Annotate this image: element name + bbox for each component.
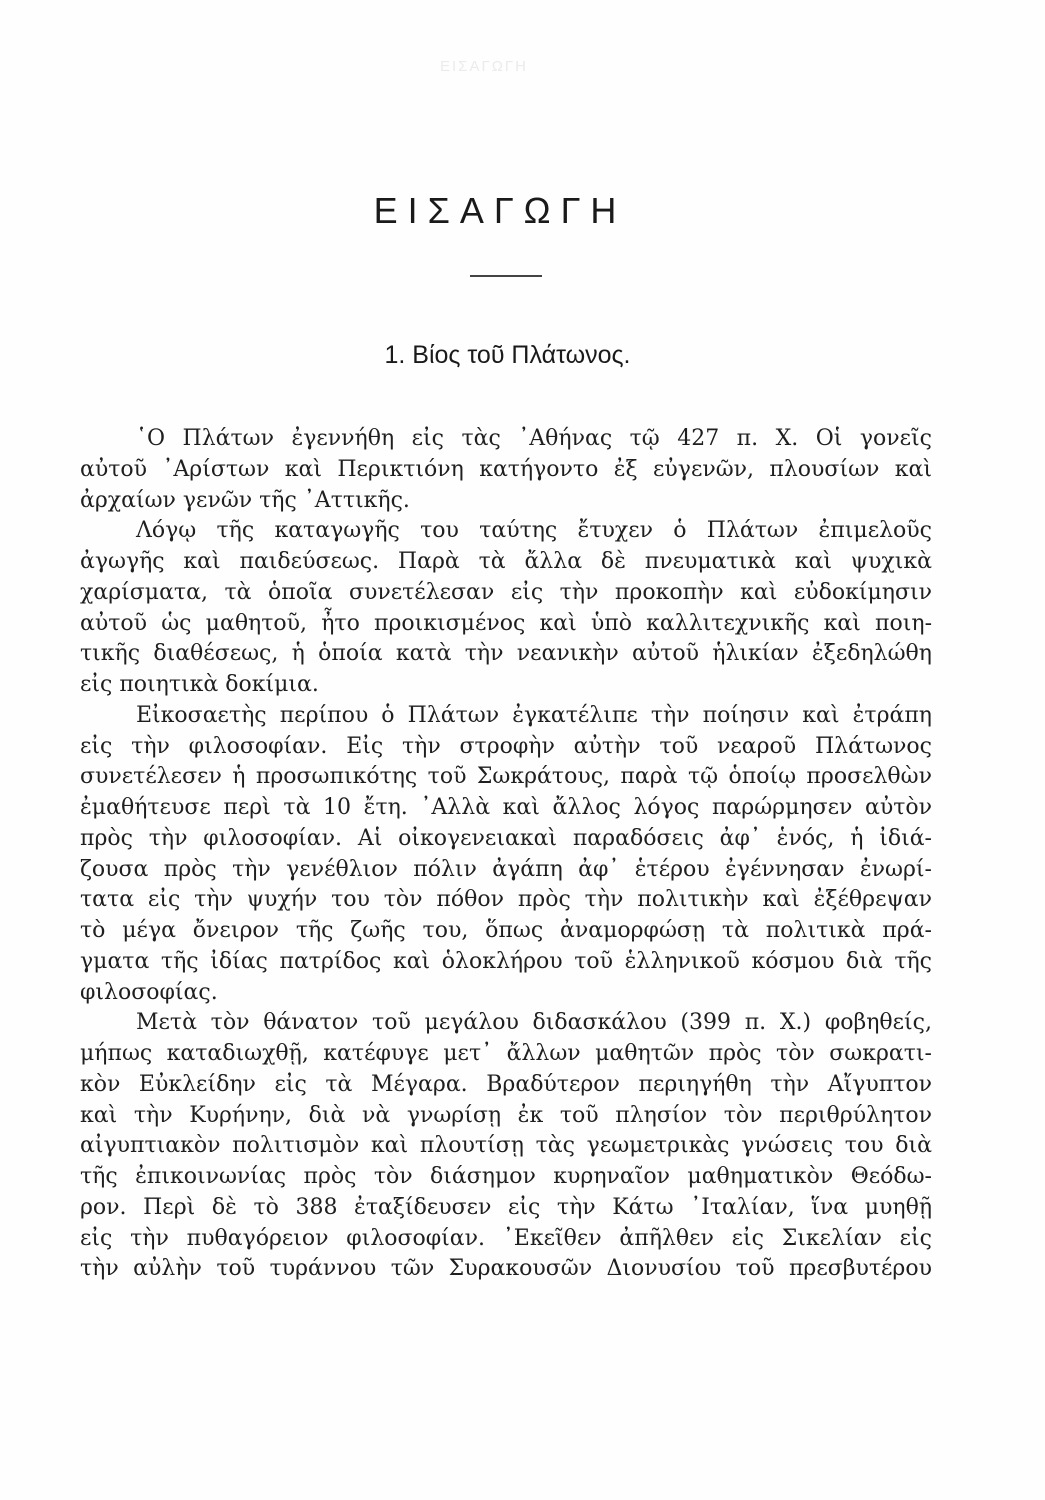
body-text: [80, 424, 932, 1285]
text-line: συνετέλεσεν ἡ προσωπικότης τοῦ Σωκράτους, παρὰ τῷ ὁποίῳ προσελθὼν: [80, 764, 932, 790]
paragraph-1: [80, 424, 932, 516]
text-line: αἰγυπτιακὸν πολιτισμὸν καὶ πλουτίσῃ τὰς γεωμετρικὰς γνώσεις του διὰ: [80, 1133, 932, 1159]
text-line: μήπως καταδιωχθῇ, κατέφυγε μετ᾿ ἄλλων μαθητῶν πρὸς τὸν σωκρατι-: [80, 1041, 932, 1066]
text-line: εἰς τὴν πυθαγόρειον φιλοσοφίαν. ᾿Εκεῖθεν ἀπῆλθεν εἰς Σικελίαν εἰς: [80, 1225, 932, 1251]
text-line: ζουσα πρὸς τὴν γενέθλιον πόλιν ἀγάπη ἀφ᾿ ἑτέρου ἐγέννησαν ἐνωρί-: [80, 856, 932, 882]
text-line: τὸ μέγα ὄνειρον τῆς ζωῆς του, ὅπως ἀναμορφώσῃ τὰ πολιτικὰ πρά-: [80, 918, 932, 943]
bleed-through-header: ΕΙΣΑΓΩΓΗ: [440, 58, 529, 75]
text-line: Λόγῳ τῆς καταγωγῆς του ταύτης ἔτυχεν ὁ Πλάτων ἐπιμελοῦς: [136, 518, 932, 544]
text-line: ἀγωγῆς καὶ παιδεύσεως. Παρὰ τὰ ἄλλα δὲ πνευματικὰ καὶ ψυχικὰ: [80, 549, 932, 574]
text-line: ἐμαθήτευσε περὶ τὰ 10 ἔτη. ᾿Αλλὰ καὶ ἄλλος λόγος παρώρμησεν αὐτὸν: [80, 795, 932, 820]
text-line: ἀρχαίων γενῶν τῆς ᾿Αττικῆς.: [80, 487, 410, 513]
text-line: εἰς ποιητικὰ δοκίμια.: [80, 672, 319, 697]
text-line: γματα τῆς ἰδίας πατρίδος καὶ ὁλοκλήρου τοῦ ἑλληνικοῦ κόσμου διὰ τῆς: [80, 948, 932, 974]
text-line: φιλοσοφίας.: [80, 979, 218, 1005]
chapter-title: ΕΙΣΑΓΩΓΗ: [373, 190, 627, 231]
text-line: τατα εἰς τὴν ψυχήν του τὸν πόθον πρὸς τὴν πολιτικὴν καὶ ἐξέθρεψαν: [80, 887, 932, 913]
text-line: κὸν Εὐκλείδην εἰς τὰ Μέγαρα. Βραδύτερον περιηγήθη τὴν Αἴγυπτον: [80, 1071, 932, 1097]
text-line: καὶ τὴν Κυρήνην, διὰ νὰ γνωρίσῃ ἐκ τοῦ πλησίον τὸν περιθρύλητον: [80, 1102, 932, 1128]
text-line: ῾Ο Πλάτων ἐγεννήθη εἰς τὰς ᾿Αθήνας τῷ 427 π. Χ. Οἱ γονεῖς: [136, 426, 932, 451]
text-line: Μετὰ τὸν θάνατον τοῦ μεγάλου διδασκάλου (399 π. Χ.) φοβηθείς,: [136, 1010, 932, 1036]
paragraph-3: [80, 701, 932, 1009]
section-heading: 1. Βίος τοῦ Πλάτωνος.: [384, 341, 631, 369]
text-line: χαρίσματα, τὰ ὁποῖα συνετέλεσαν εἰς τὴν προκοπὴν καὶ εὐδοκίμησιν: [80, 579, 932, 605]
paragraph-4: [80, 1008, 932, 1285]
text-line: τῆς ἐπικοινωνίας πρὸς τὸν διάσημον κυρηναῖον μαθηματικὸν Θεόδω-: [80, 1164, 932, 1189]
title-divider: [470, 275, 542, 277]
text-line: τὴν αὐλὴν τοῦ τυράννου τῶν Συρακουσῶν Διονυσίου τοῦ πρεσβυτέρου: [80, 1256, 932, 1282]
text-line: αὐτοῦ ᾿Αρίστων καὶ Περικτιόνη κατήγοντο ἐξ εὐγενῶν, πλουσίων καὶ: [80, 456, 932, 482]
text-line: τικῆς διαθέσεως, ἡ ὁποία κατὰ τὴν νεανικὴν αὐτοῦ ἡλικίαν ἐξεδηλώθη: [80, 641, 932, 667]
text-line: εἰς τὴν φιλοσοφίαν. Εἰς τὴν στροφὴν αὐτὴν τοῦ νεαροῦ Πλάτωνος: [80, 733, 932, 759]
text-line: πρὸς τὴν φιλοσοφίαν. Αἱ οἰκογενειακαὶ παραδόσεις ἀφ᾿ ἑνός, ἡ ἰδιά-: [80, 825, 932, 851]
text-line: αὐτοῦ ὡς μαθητοῦ, ἦτο προικισμένος καὶ ὑπὸ καλλιτεχνικῆς καὶ ποιη-: [80, 610, 932, 636]
text-line: Εἰκοσαετὴς περίπου ὁ Πλάτων ἐγκατέλιπε τὴν ποίησιν καὶ ἐτράπη: [136, 702, 932, 728]
text-line: ρον. Περὶ δὲ τὸ 388 ἐταξίδευσεν εἰς τὴν Κάτω ᾿Ιταλίαν, ἵνα μυηθῇ: [80, 1194, 932, 1220]
paragraph-2: [80, 516, 932, 701]
